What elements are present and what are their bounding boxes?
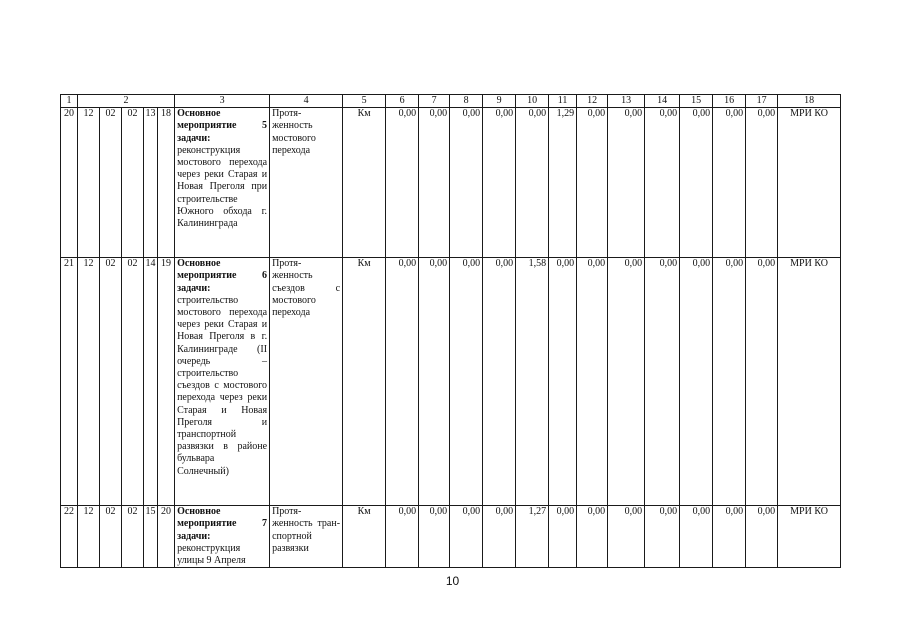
value-cell: 0,00 [450, 506, 483, 568]
value-cell: 0,00 [483, 108, 516, 258]
code-cell: 15 [144, 506, 158, 568]
code-cell: 12 [78, 258, 100, 506]
indicator-cell: Протя-женность тран-спортной развязки [270, 506, 343, 568]
table-row [61, 258, 841, 506]
header-cell: 15 [680, 95, 713, 108]
value-cell: 0,00 [713, 258, 746, 506]
row-number: 20 [61, 108, 78, 258]
value-cell: 0,00 [516, 108, 549, 258]
value-cell: 0,00 [419, 258, 450, 506]
header-row [61, 95, 841, 108]
code-cell: 02 [100, 506, 122, 568]
row-number: 21 [61, 258, 78, 506]
value-cell: 0,00 [419, 108, 450, 258]
table-row [61, 506, 841, 568]
value-cell: 0,00 [577, 108, 608, 258]
header-cell: 13 [608, 95, 645, 108]
header-cell: 18 [778, 95, 841, 108]
page-number: 10 [445, 574, 460, 588]
header-cell: 4 [270, 95, 343, 108]
unit-cell: Км [343, 108, 386, 258]
value-cell: 0,00 [608, 108, 645, 258]
activity-title-bold: Основное мероприятие 5 задачи: [177, 108, 268, 144]
value-cell: 0,00 [608, 506, 645, 568]
header-cell: 9 [483, 95, 516, 108]
value-cell: 1,58 [516, 258, 549, 506]
value-cell: 0,00 [549, 258, 577, 506]
activity-title [175, 258, 270, 506]
code-cell: 02 [100, 108, 122, 258]
value-cell: 0,00 [713, 506, 746, 568]
header-cell: 12 [577, 95, 608, 108]
code-cell: 12 [78, 506, 100, 568]
value-cell: 0,00 [386, 506, 419, 568]
value-cell: 0,00 [645, 108, 680, 258]
value-cell: 0,00 [645, 506, 680, 568]
value-cell: 1,27 [516, 506, 549, 568]
value-cell: 0,00 [680, 108, 713, 258]
header-cell: 5 [343, 95, 386, 108]
value-cell: 0,00 [386, 108, 419, 258]
header-cell: 3 [175, 95, 270, 108]
value-cell: 0,00 [746, 108, 778, 258]
executor-cell: МРИ КО [778, 108, 841, 258]
value-cell: 0,00 [483, 258, 516, 506]
activity-title-bold: Основное мероприятие 7 задачи: [177, 506, 268, 542]
activity-title [175, 108, 270, 258]
header-cell: 2 [78, 95, 175, 108]
unit-cell: Км [343, 506, 386, 568]
code-cell: 20 [158, 506, 175, 568]
header-cell: 17 [746, 95, 778, 108]
indicator-cell: Протя-женность съездов с мостового перехода [270, 258, 343, 506]
table-row [61, 108, 841, 258]
activity-title-bold: Основное мероприятие 6 задачи: [177, 258, 268, 294]
value-cell: 0,00 [549, 506, 577, 568]
row-number: 22 [61, 506, 78, 568]
value-cell: 0,00 [577, 506, 608, 568]
header-cell: 11 [549, 95, 577, 108]
header-cell: 1 [61, 95, 78, 108]
indicator-cell: Протя-женность мостового перехода [270, 108, 343, 258]
value-cell: 0,00 [450, 258, 483, 506]
code-cell: 19 [158, 258, 175, 506]
value-cell: 0,00 [680, 506, 713, 568]
code-cell: 02 [122, 258, 144, 506]
value-cell: 0,00 [483, 506, 516, 568]
header-cell: 16 [713, 95, 746, 108]
unit-cell: Км [343, 258, 386, 506]
code-cell: 02 [122, 506, 144, 568]
header-cell: 14 [645, 95, 680, 108]
value-cell: 0,00 [746, 506, 778, 568]
activity-title-text: реконструкция улицы 9 Апреля [177, 542, 246, 567]
value-cell: 1,29 [549, 108, 577, 258]
code-cell: 02 [100, 258, 122, 506]
header-cell: 7 [419, 95, 450, 108]
code-cell: 02 [122, 108, 144, 258]
header-cell: 6 [386, 95, 419, 108]
value-cell: 0,00 [680, 258, 713, 506]
header-cell: 8 [450, 95, 483, 108]
code-cell: 12 [78, 108, 100, 258]
code-cell: 13 [144, 108, 158, 258]
code-cell: 14 [144, 258, 158, 506]
activity-title-text: строительство мостового перехода через реки Старая и Новая Преголя в г. Калининграде (II очередь – строительство съездов с мостового перехода через реки Старая и Новая Преголя и транспортной развязки в районе бульвара Солнечный) [177, 294, 268, 477]
activity-title [175, 506, 270, 568]
value-cell: 0,00 [386, 258, 419, 506]
value-cell: 0,00 [746, 258, 778, 506]
code-cell: 18 [158, 108, 175, 258]
value-cell: 0,00 [713, 108, 746, 258]
executor-cell: МРИ КО [778, 506, 841, 568]
value-cell: 0,00 [450, 108, 483, 258]
value-cell: 0,00 [645, 258, 680, 506]
executor-cell: МРИ КО [778, 258, 841, 506]
activity-title-text: реконструкция мостового перехода через реки Старая и Новая Преголя при строительстве Южного обхода г. Калининграда [177, 144, 268, 230]
value-cell: 0,00 [608, 258, 645, 506]
value-cell: 0,00 [577, 258, 608, 506]
value-cell: 0,00 [419, 506, 450, 568]
header-cell: 10 [516, 95, 549, 108]
budget-table [60, 94, 841, 568]
